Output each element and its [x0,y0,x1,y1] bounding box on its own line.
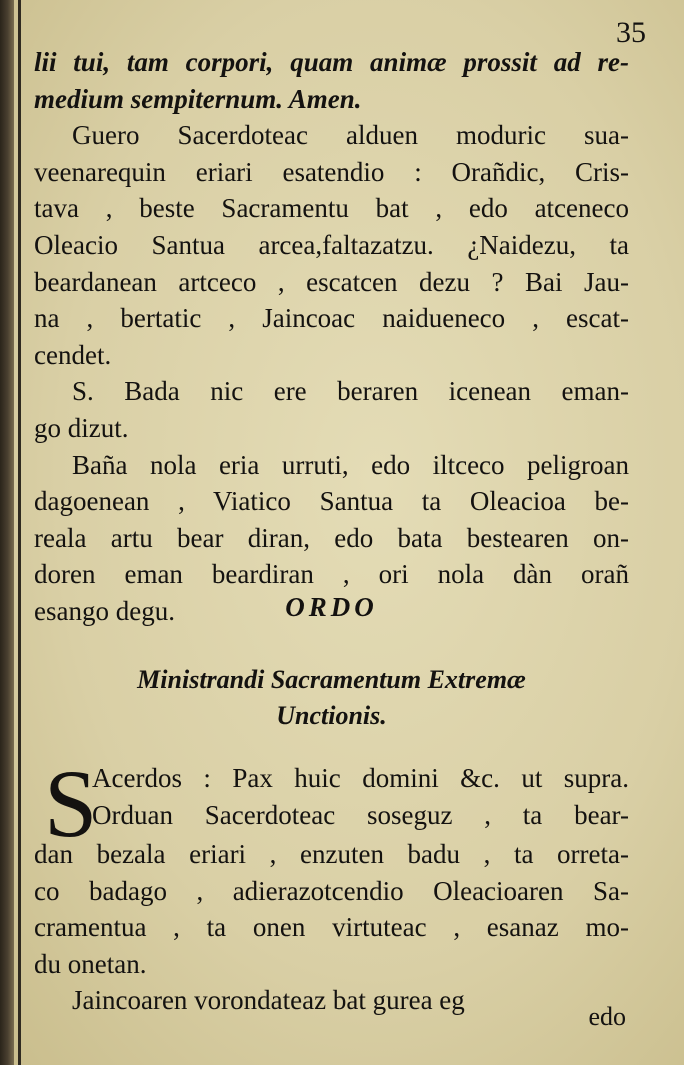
text-line: co badago , adierazotcendio Oleacioaren Sa- [34,875,629,906]
text-line: cendet. [34,339,112,370]
section-heading: ORDO [285,592,378,622]
text-line: tava , beste Sacramentu bat , edo atceneco [34,193,629,224]
text-line: cramentua , ta onen virtuteac , esanaz mo- [34,912,629,943]
text-line: dan bezala eriari , enzuten badu , ta orreta- [34,839,629,869]
text-line: dagoenean , Viatico Santua ta Oleacioa be- [34,486,629,517]
catchword: edo [588,1002,626,1031]
text-line: Orduan Sacerdoteac soseguz , ta bear- [92,799,629,830]
text-line: Acerdos : Pax huic domini &c. ut supra. [92,763,629,793]
text-line: reala artu bear diran, edo bata bestearen on- [34,522,629,553]
text-line: lii tui, tam corpori, quam animæ prossit ad re- [34,47,629,77]
text-line: du onetan. [34,948,147,979]
text-line: S. Bada nic ere beraren icenean eman- [72,376,629,407]
text-line: Guero Sacerdoteac alduen moduric sua- [72,120,629,151]
text-line: na , bertatic , Jaincoac naidueneco , escat- [34,303,629,334]
text-line: Oleacio Santua arcea,faltazatzu. ¿Naidezu, ta [34,230,629,260]
text-line: veenarequin eriari esatendio : Orañdic, Cris- [34,156,629,187]
text-line: Baña nola eria urruti, edo iltceco peligroan [72,449,629,480]
text-line: go dizut. [34,413,129,443]
text-line: doren eman beardiran , ori nola dàn orañ [34,559,629,590]
gutter-shadow-line [18,0,21,1065]
drop-capital: S [44,750,98,857]
text-line: Jaincoaren vorondateaz bat gurea eg [72,985,465,1016]
page-number: 35 [616,16,646,49]
text-line: beardanean artceco , escatcen dezu ? Bai Jau- [34,266,629,297]
text-line: medium sempiternum. Amen. [34,83,362,114]
section-subheading-line-2: Unctionis. [276,701,387,730]
text-line: esango degu. [34,596,175,626]
section-subheading-line-1: Ministrandi Sacramentum Extremæ [137,665,526,694]
book-gutter [0,0,14,1065]
